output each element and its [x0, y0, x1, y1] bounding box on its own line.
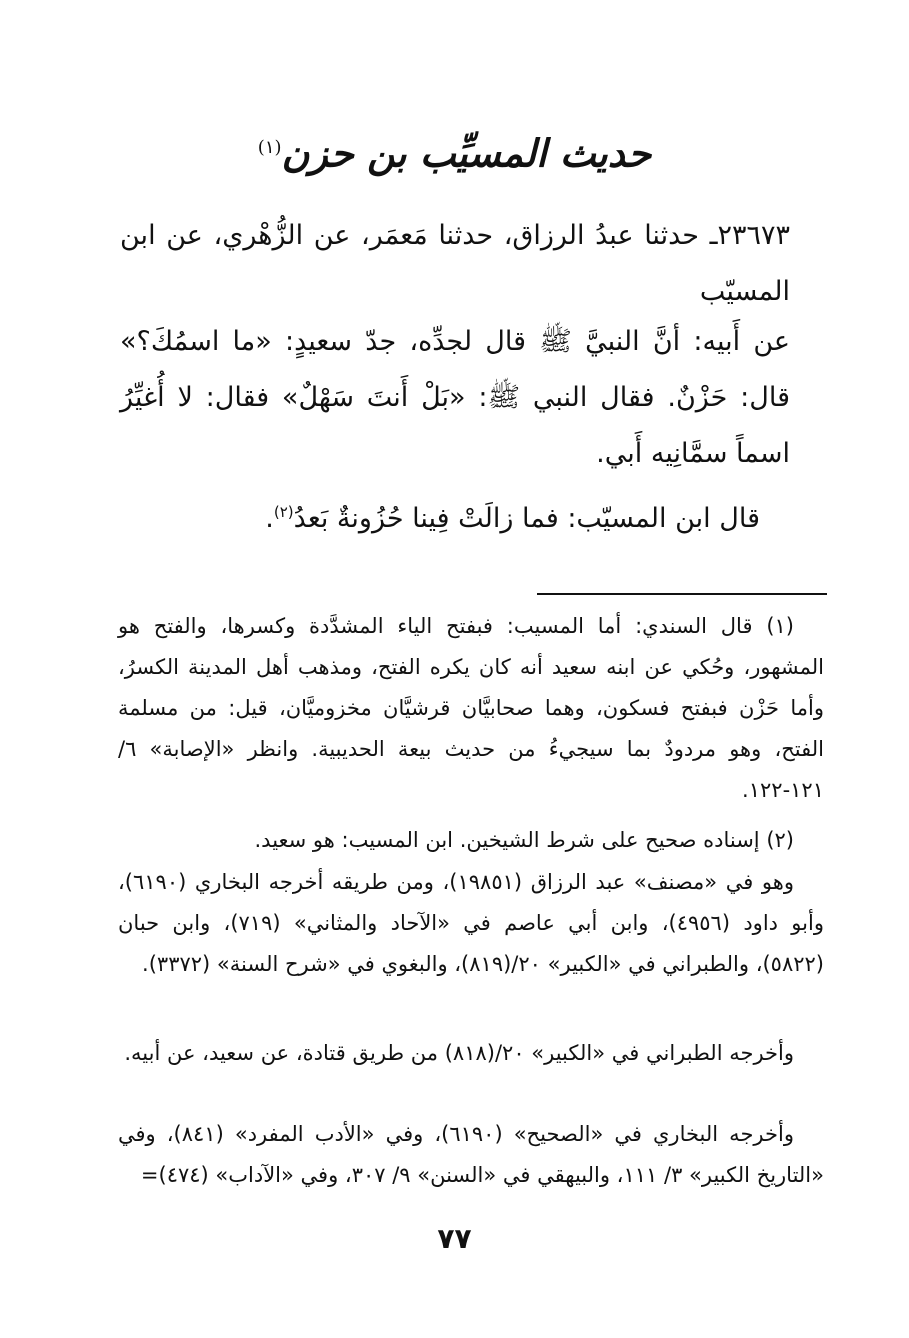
footnote-2-bukhari-text: وأخرجه البخاري في «الصحيح» (٦١٩٠)، وفي «الأدب المفرد» (٨٤١)، وفي «التاريخ الكبير» ٣/ ١١١، والبيهقي في «السنن» ٩/ ٣٠٧، وفي «الآداب» (٤٧٤)= [118, 1122, 824, 1187]
footnote-1-text: (١) قال السندي: أما المسيب: فبفتح الياء المشدَّدة وكسرها، والفتح هو المشهور، وحُكي عن ابنه سعيد أنه كان يكره الفتح، ومذهب أهل المدينة الكسرُ، وأما حَزْن فبفتح فسكون، وهما صحابيَّان قرشيَّان مخزوميَّان، قيل: من مسلمة الفتح، وهو مردودٌ بما سيجيءُ من حديث بيعة الحديبية. وانظر «الإصابة» ٦/ ١٢١-١٢٢. [118, 614, 824, 802]
footnote-2-tabarani-text: وأخرجه الطبراني في «الكبير» ٢٠/(٨١٨) من طريق قتادة، عن سعيد، عن أبيه. [124, 1041, 794, 1065]
hadith-isnad-text: ٢٣٦٧٣ـ حدثنا عبدُ الرزاق، حدثنا مَعمَر، عن الزُّهْري، عن ابن المسيّب [120, 220, 790, 307]
footnote-2-tabarani [118, 1033, 824, 1074]
hadith-matn-text: عن أَبيه: أنَّ النبيَّ ﷺ قال لجدِّه، جدّ سعيدٍ: «ما اسمُكَ؟» قال: حَزْنٌ. فقال النبي ﷺ: «بَلْ أَنتَ سَهْلٌ» فقال: لا أُغيِّرُ اسماً سمَّانِيه أَبي. [120, 326, 790, 469]
footnote-1 [118, 606, 824, 811]
chapter-title-text: حديث المسيِّب بن حزن [281, 130, 652, 176]
footnote-2 [118, 820, 824, 861]
commentary-end-punctuation: . [265, 503, 274, 534]
title-footnote-marker: (١) [257, 137, 282, 158]
footnote-2-sources [118, 862, 824, 985]
footnote-2-bukhari [118, 1114, 824, 1196]
hadith-isnad [120, 208, 790, 320]
hadith-commentary [120, 484, 790, 547]
footnote-2-text: (٢) إسناده صحيح على شرط الشيخين. ابن المسيب: هو سعيد. [254, 828, 794, 852]
page-number: ٧٧ [437, 1222, 472, 1255]
hadith-commentary-text: قال ابن المسيّب: فما زالَتْ فِينا حُزُونةٌ بَعدُ [293, 503, 760, 534]
hadith-matn [120, 314, 790, 482]
footnote-separator [537, 593, 827, 595]
chapter-title [0, 118, 909, 184]
footnote-2-sources-text: وهو في «مصنف» عبد الرزاق (١٩٨٥١)، ومن طريقه أخرجه البخاري (٦١٩٠)، وأبو داود (٤٩٥٦)، وابن أبي عاصم في «الآحاد والمثاني» (٧١٩)، وابن حبان (٥٨٢٢)، والطبراني في «الكبير» ٢٠/(٨١٩)، والبغوي في «شرح السنة» (٣٣٧٢). [118, 870, 824, 976]
commentary-footnote-marker: (٢) [273, 503, 294, 521]
